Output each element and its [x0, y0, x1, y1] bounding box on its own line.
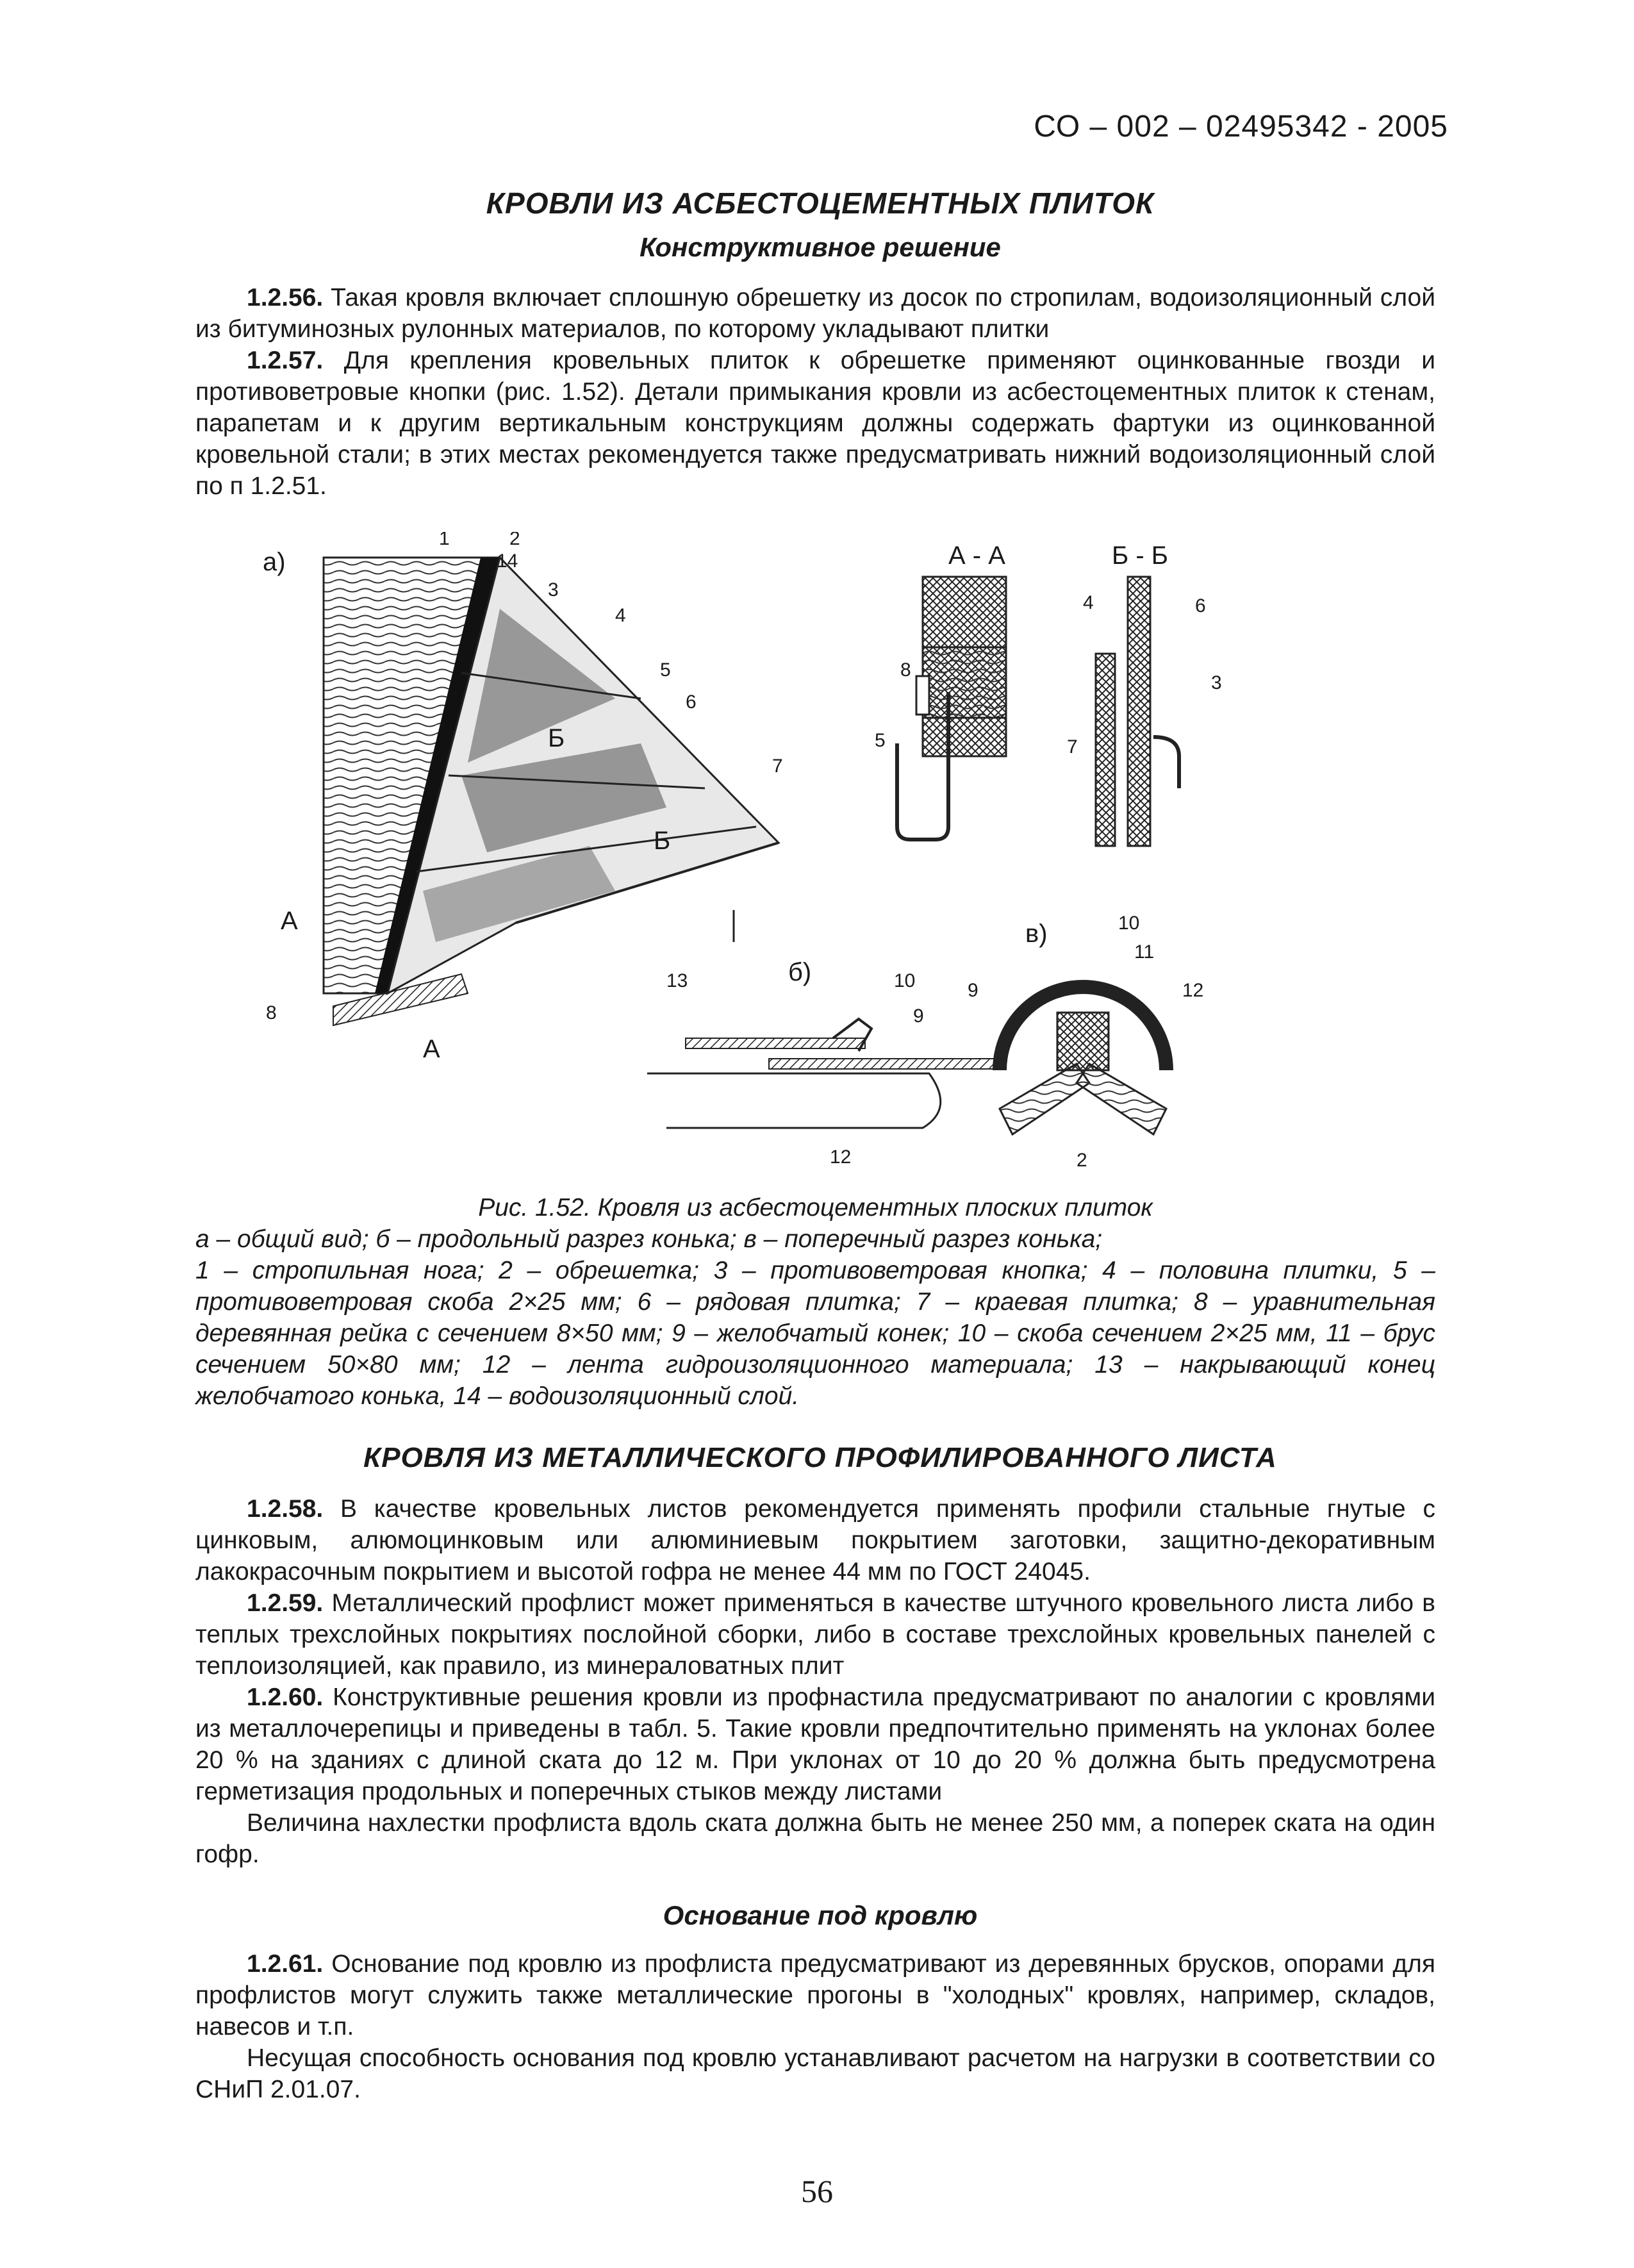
section-aa: [875, 542, 1006, 840]
callout-aa-8: 8: [900, 659, 911, 681]
paragraph-number: 1.2.60.: [247, 1684, 324, 1711]
page-number: 56: [801, 2173, 833, 2209]
section-aa-label: А - А: [948, 542, 1005, 570]
subsection-title-base: Основание под кровлю: [663, 1900, 978, 1930]
label-a: а): [263, 548, 286, 576]
view-a-general: [263, 532, 783, 1063]
section-title-metal-sheet: КРОВЛЯ ИЗ МЕТАЛЛИЧЕСКОГО ПРОФИЛИРОВАННОГО ЛИСТА: [363, 1442, 1277, 1473]
label-b: б): [788, 958, 812, 986]
paragraph-1-2-59: [195, 1587, 1435, 1682]
paragraph-text: Такая кровля включает сплошную обрешетку из досок по стропилам, водоизоляционный слой из битуминозных рулонных материалов, по которому укладывают плитки: [195, 284, 1435, 343]
paragraph-1-2-61: [195, 1948, 1435, 2042]
paragraph-1-2-58: [195, 1493, 1435, 1587]
callout-2: 2: [509, 532, 520, 549]
paragraph-text: Конструктивные решения кровли из профнастила предусматривают по аналогии с кровлями из металлочерепицы и приведены в табл. 5. Такие кровли предпочтительно применять на уклонах более 20 % на зданиях с длиной ската до 12 м. При уклонах от 10 до 20 % должна быть предусмотрена герметизация продольных и поперечных стыков между листами: [195, 1684, 1435, 1805]
paragraph-text: Основание под кровлю из профлиста предусматривают из деревянных брусков, опорами для профлистов могут служить также металлические прогоны в "холодных" кровлях, например, складов, навесов и т.п.: [195, 1950, 1435, 2040]
paragraph-number: 1.2.59.: [247, 1589, 324, 1617]
paragraph-1-2-56: [195, 282, 1435, 345]
paragraph-number: 1.2.56.: [247, 284, 324, 311]
paragraph-text: В качестве кровельных листов рекомендуется применять профили стальные гнутые с цинковым, алюмоцинковым или алюминиевым покрытием заготовки, защитно-декоративным лакокрасочным покрытием и высотой гофра не менее 44 мм по ГОСТ 24045.: [195, 1495, 1435, 1585]
callout-1: 1: [439, 532, 450, 549]
paragraph-text: Металлический профлист может применяться в качестве штучного кровельного листа либо в теплых трехслойных покрытиях послойной сборки, либо в составе трехслойных кровельных панелей с теплоизоляцией, как правило, из минераловатных плит: [195, 1589, 1435, 1680]
section1-body: [195, 282, 1435, 502]
caption-title: Рис. 1.52. Кровля из асбестоцементных плоских плиток: [478, 1194, 1153, 1221]
callout-v-11: 11: [1134, 941, 1155, 963]
paragraph-number: 1.2.57.: [247, 347, 324, 374]
callout-b-13: 13: [666, 970, 688, 991]
callout-aa-5: 5: [875, 730, 886, 751]
paragraph-bearing-capacity: Несущая способность основания под кровлю устанавливают расчетом на нагрузки в соответствии со СНиП 2.01.07.: [195, 2044, 1435, 2103]
callout-bb-7: 7: [1067, 736, 1078, 757]
callout-v-2: 2: [1077, 1150, 1087, 1171]
callout-v-9: 9: [968, 980, 978, 1001]
section2-body: [195, 1493, 1435, 1870]
view-b-longitudinal: [647, 958, 1000, 1168]
section3-body: [195, 1948, 1435, 2105]
paragraph-1-2-60: [195, 1682, 1435, 1807]
callout-b-12: 12: [830, 1146, 852, 1168]
paragraph-number: 1.2.58.: [247, 1495, 324, 1523]
mark-a-left: А: [281, 907, 298, 935]
callout-7: 7: [772, 756, 783, 777]
caption-legend: 1 – стропильная нога; 2 – обрешетка; 3 – противоветровая кнопка; 4 – половина плитки, 5 – противоветровая скоба 2×25 мм; 6 – рядовая плитка; 7 – краевая плитка; 8 – уравнительная деревянная рейка с сечением 8×50 мм; 9 – желобчатый конек; 10 – скоба сечением 2×25 мм, 11 – брус сечением 50×80 мм; 12 – лента гидроизоляционного материала; 13 – накрывающий конец желобчатого конька, 14 – водоизоляционный слой.: [195, 1257, 1435, 1410]
caption-views: а – общий вид; б – продольный разрез конька; в – поперечный разрез конька;: [195, 1225, 1103, 1253]
callout-3: 3: [548, 579, 559, 600]
label-v: в): [1025, 920, 1048, 948]
callout-b-10: 10: [894, 970, 916, 991]
callout-v-12: 12: [1182, 980, 1204, 1001]
subsection-title-constructive: Конструктивное решение: [640, 232, 1001, 262]
callout-bb-4: 4: [1083, 592, 1094, 613]
section-bb: [1067, 542, 1222, 846]
callout-14: 14: [497, 550, 518, 572]
mark-b-top: Б: [548, 724, 565, 752]
section-title-asbestos: КРОВЛИ ИЗ АСБЕСТОЦЕМЕНТНЫХ ПЛИТОК: [486, 186, 1155, 220]
document-code: СО – 002 – 02495342 - 2005: [1034, 110, 1448, 144]
callout-6: 6: [686, 691, 697, 713]
callout-bb-6: 6: [1195, 595, 1206, 617]
paragraph-1-2-57: [195, 345, 1435, 502]
paragraph-number: 1.2.61.: [247, 1950, 324, 1978]
mark-b-bottom: Б: [654, 827, 671, 855]
section-bb-label: Б - Б: [1112, 542, 1169, 570]
paragraph-overlap: Величина нахлестки профлиста вдоль ската должна быть не менее 250 мм, а поперек ската на один гофр.: [195, 1809, 1435, 1868]
view-v-transverse: [968, 913, 1203, 1171]
figure-roof-diagram: [256, 532, 1410, 1173]
figure-caption: [195, 1192, 1435, 1412]
mark-a-bottom: А: [423, 1035, 440, 1063]
callout-b-9: 9: [913, 1006, 924, 1027]
callout-5: 5: [660, 659, 671, 681]
callout-v-10: 10: [1118, 913, 1140, 934]
callout-bb-3: 3: [1211, 672, 1222, 693]
paragraph-text: Для крепления кровельных плиток к обрешетке применяют оцинкованные гвозди и противоветровые кнопки (рис. 1.52). Детали примыкания кровли из асбестоцементных плиток к стенам, парапетам и к другим вертикальным конструкциям должны содержать фартуки из оцинкованной кровельной стали; в этих местах рекомендуется также предусматривать нижний водоизоляционный слой по п 1.2.51.: [195, 347, 1435, 500]
callout-8: 8: [266, 1002, 277, 1023]
callout-4: 4: [615, 605, 626, 626]
